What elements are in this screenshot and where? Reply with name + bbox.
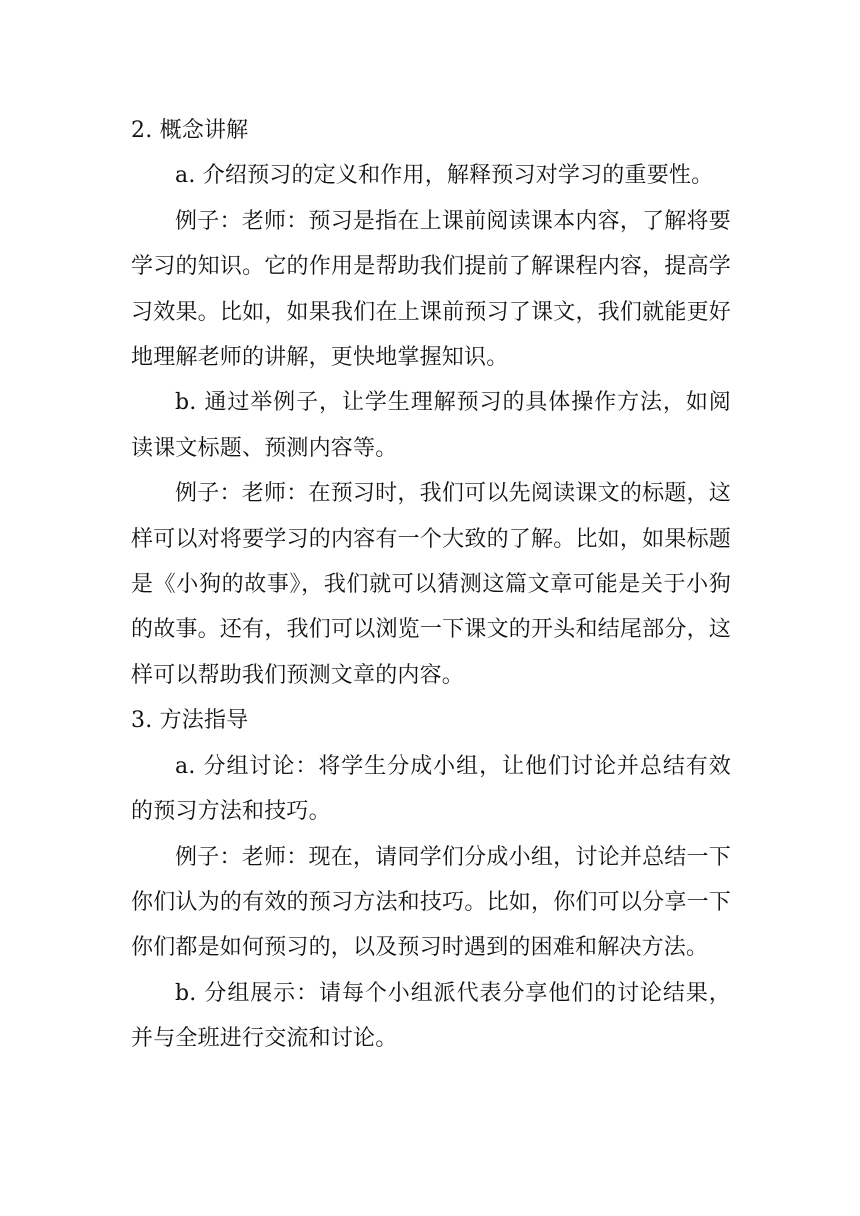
paragraph-example-1: 例子：老师：预习是指在上课前阅读课本内容，了解将要学习的知识。它的作用是帮助我们提前了解课程内容，提高学习效果。比如，如果我们在上课前预习了课文，我们就能更好地理解老师的讲解，更快地掌握知识。 [131, 208, 731, 371]
section-heading-method: 3. 方法指导 [131, 708, 249, 734]
paragraph-item-b: b. 通过举例子，让学生理解预习的具体操作方法，如阅读课文标题、预测内容等。 [131, 390, 731, 461]
section-heading-concept: 2. 概念讲解 [131, 118, 249, 143]
paragraph-example-2: 例子：老师：在预习时，我们可以先阅读课文的标题，这样可以对将要学习的内容有一个大致的了解。比如，如果标题是《小狗的故事》，我们就可以猜测这篇文章可能是关于小狗的故事。还有，我们可以浏览一下课文的开头和结尾部分，这样可以帮助我们预测文章的内容。 [131, 481, 731, 688]
paragraph-item-b-group-presentation: b. 分组展示：请每个小组派代表分享他们的讨论结果，并与全班进行交流和讨论。 [131, 980, 731, 1052]
paragraph-item-a: a. 介绍预习的定义和作用，解释预习对学习的重要性。 [175, 163, 714, 189]
paragraph-example-3: 例子：老师：现在，请同学们分成小组，讨论并总结一下你们认为的有效的预习方法和技巧。比如，你们可以分享一下你们都是如何预习的，以及预习时遇到的困难和解决方法。 [131, 844, 731, 961]
document-body [131, 108, 731, 1062]
paragraph-item-a-group-discussion: a. 分组讨论：将学生分成小组，让他们讨论并总结有效的预习方法和技巧。 [131, 753, 731, 825]
